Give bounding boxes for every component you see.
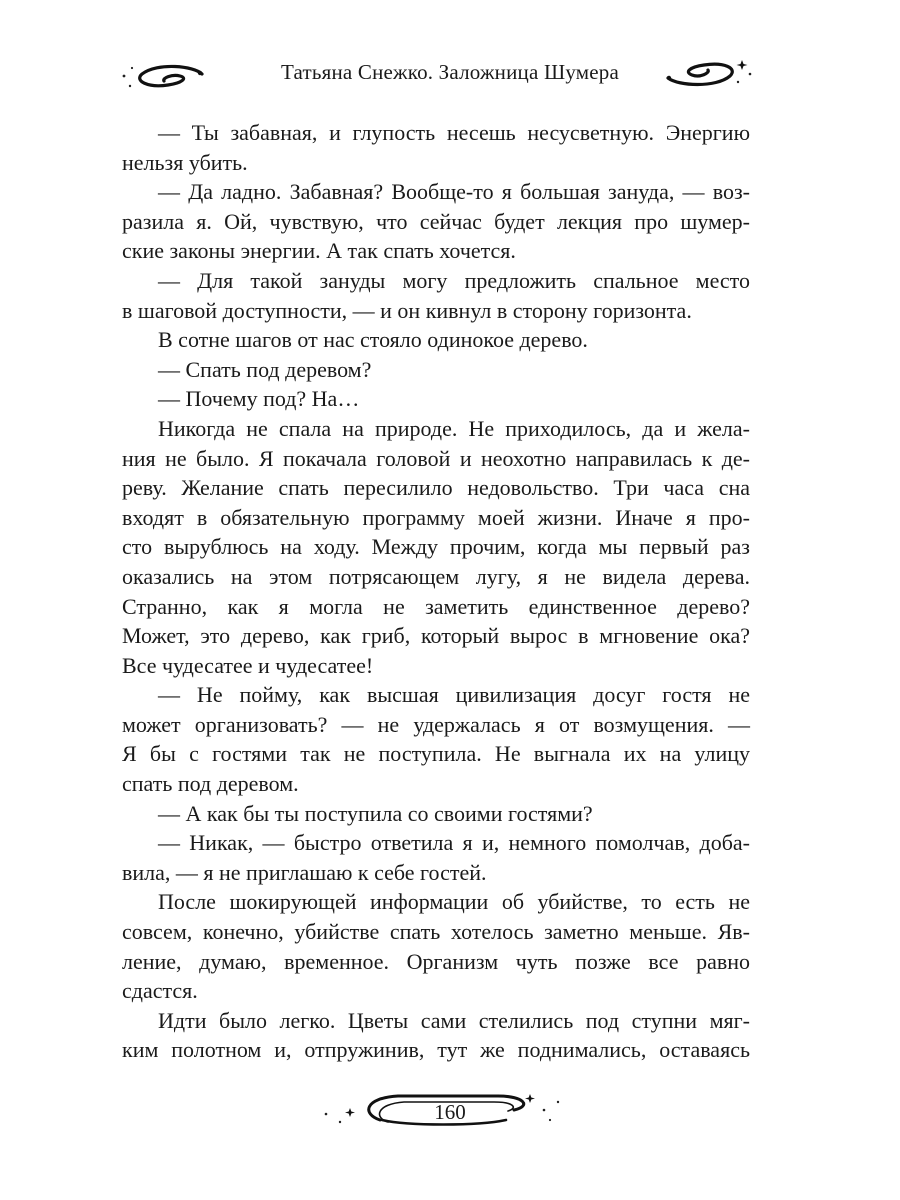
text-line: спать под деревом.	[122, 771, 299, 797]
book-page-text	[122, 118, 750, 1065]
text-line: вила, — я не приглашаю к себе гостей.	[122, 859, 487, 885]
text-line: ские законы энергии. А так спать хочется.	[122, 238, 516, 264]
text-line: Никогда не спала на природе. Не приходилось, да и жела-	[158, 415, 750, 441]
text-line: ление, думаю, временное. Организм чуть позже все равно	[122, 948, 750, 974]
running-title: Татьяна Снежко. Заложница Шумера	[280, 60, 620, 84]
text-line: сдастся.	[122, 978, 198, 1004]
text-line: сто вырублюсь на ходу. Между прочим, когда мы первый раз	[122, 534, 750, 560]
text-line: в шаговой доступности, — и он кивнул в сторону горизонта.	[122, 297, 692, 323]
text-line: оказались на этом потрясающем лугу, я не видела дерева.	[122, 563, 750, 589]
text-line: — Почему под? На…	[158, 386, 360, 412]
text-line: разила я. Ой, чувствую, что сейчас будет лекция про шумер-	[122, 208, 750, 234]
text-line: — Для такой зануды могу предложить спальное место	[158, 267, 750, 293]
text-line: — Да ладно. Забавная? Вообще-то я большая зануда, — воз-	[158, 179, 750, 205]
text-line: — Никак, — быстро ответила я и, немного помолчав, доба-	[158, 830, 750, 856]
text-line: совсем, конечно, убийстве спать хотелось заметно меньше. Яв-	[122, 919, 750, 945]
text-line: В сотне шагов от нас стояло одинокое дерево.	[158, 327, 588, 353]
text-line: Я бы с гостями так не поступила. Не выгнала их на улицу	[122, 741, 750, 767]
text-line: ким полотном и, отпружинив, тут же поднимались, оставаясь	[122, 1037, 750, 1063]
page-footer	[0, 1080, 900, 1140]
text-line: Странно, как я могла не заметить единственное дерево?	[122, 593, 750, 619]
text-line: — Спать под деревом?	[158, 356, 372, 382]
running-header	[0, 52, 900, 96]
text-line: ния не было. Я покачала головой и неохотно направилась к де-	[122, 445, 750, 471]
text-line: Может, это дерево, как гриб, который вырос в мгновение ока?	[122, 623, 750, 649]
text-line: реву. Желание спать пересилило недовольство. Три часа сна	[122, 475, 750, 501]
text-line: — Ты забавная, и глупость несешь несусветную. Энергию	[158, 120, 750, 145]
swirl-ornament-right-icon	[658, 54, 758, 94]
text-line: — Не пойму, как высшая цивилизация досуг гостя не	[158, 682, 750, 708]
text-line: Идти было легко. Цветы сами стелились под ступни мяг-	[158, 1007, 750, 1033]
text-line: После шокирующей информации об убийстве, то есть не	[158, 889, 750, 915]
text-line: — А как бы ты поступила со своими гостями?	[158, 800, 593, 826]
text-line: входят в обязательную программу моей жизни. Иначе я про-	[122, 504, 750, 530]
text-line: Все чудесатее и чудесатее!	[122, 652, 374, 678]
page-number: 160	[434, 1100, 466, 1124]
text-line: нельзя убить.	[122, 149, 248, 175]
text-line: может организовать? — не удержалась я от возмущения. —	[122, 711, 750, 737]
